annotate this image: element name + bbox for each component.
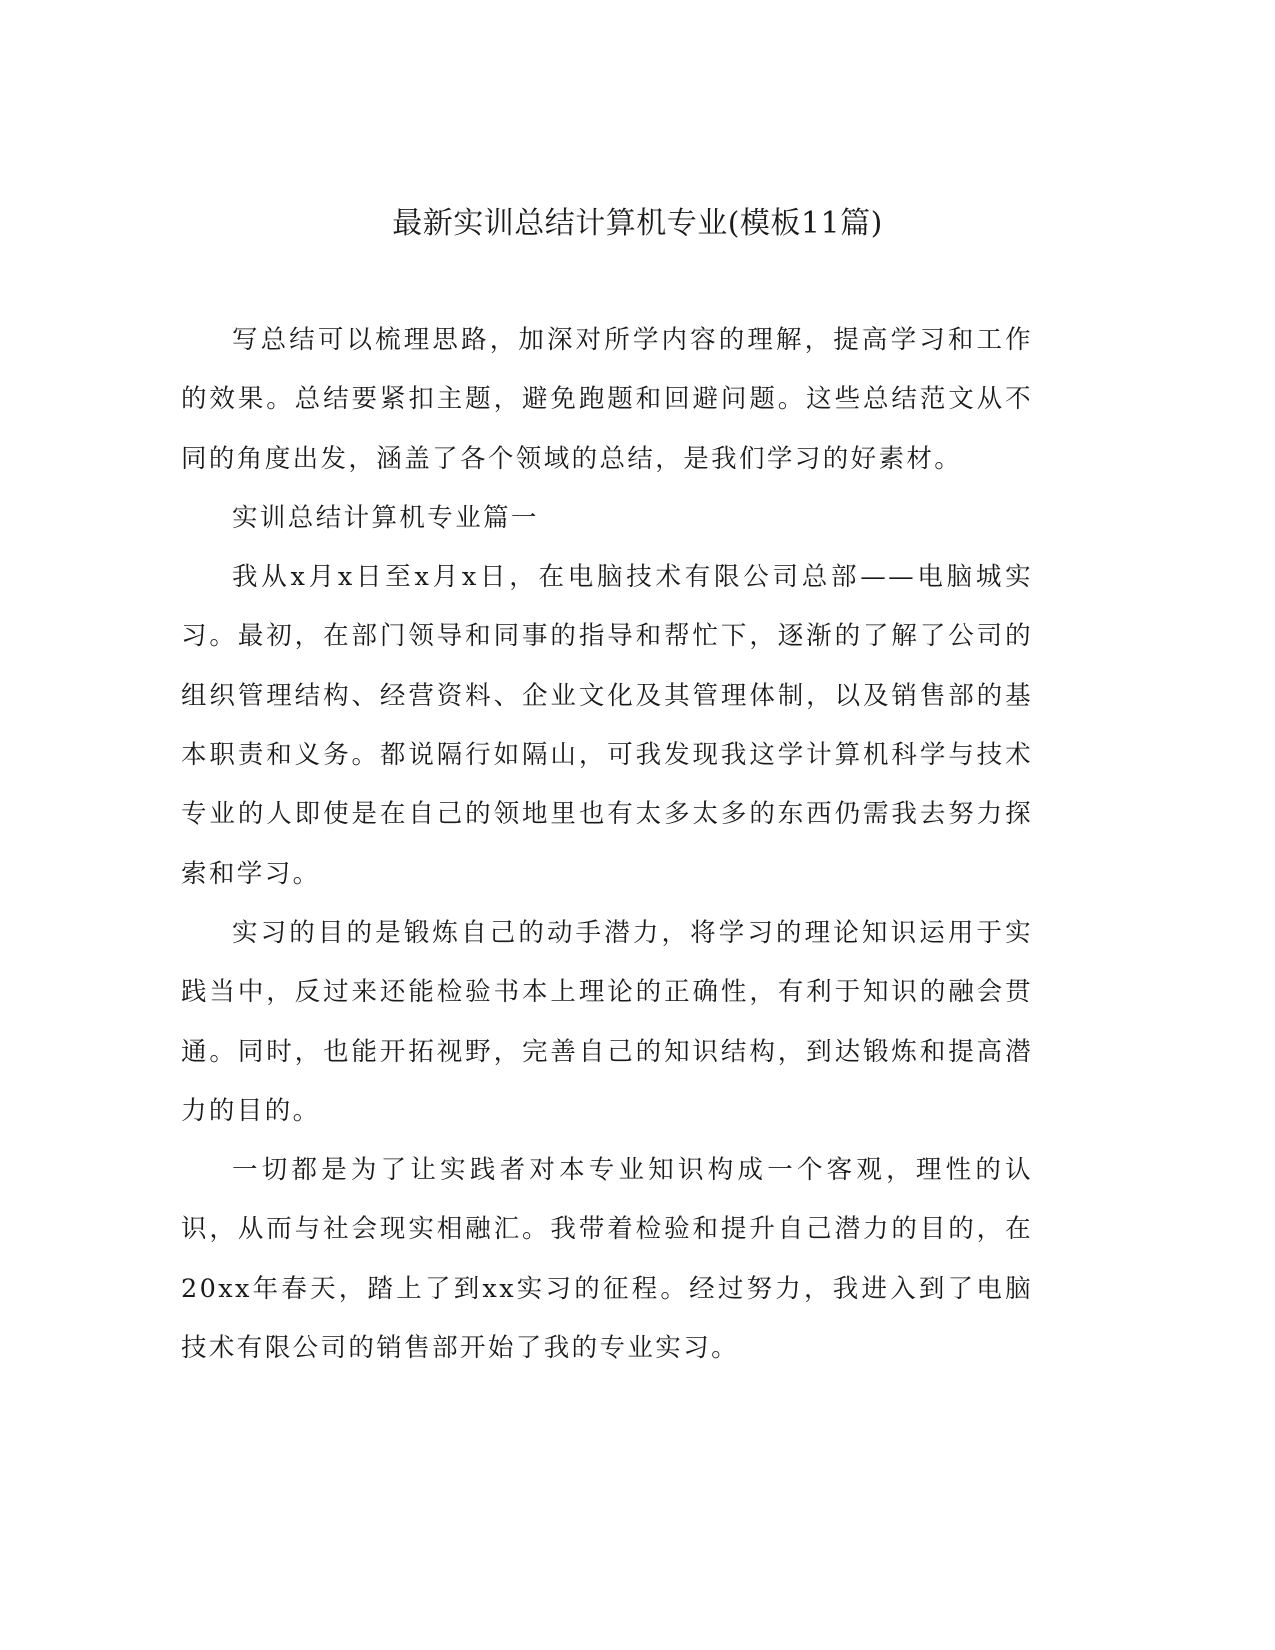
document-body (181, 311, 1033, 1378)
body-paragraph: 一切都是为了让实践者对本专业知识构成一个客观，理性的认识，从而与社会现实相融汇。我带着检验和提升自己潜力的目的，在20xx年春天，踏上了到xx实习的征程。经过努力，我进入到了电脑技术有限公司的销售部开始了我的专业实习。 (181, 1155, 1033, 1364)
body-paragraph: 实习的目的是锻炼自己的动手潜力，将学习的理论知识运用于实践当中，反过来还能检验书本上理论的正确性，有利于知识的融会贯通。同时，也能开拓视野，完善自己的知识结构，到达锻炼和提高潜力的目的。 (181, 917, 1033, 1126)
section-heading: 实训总结计算机专业篇一 (232, 502, 539, 533)
document-title: 最新实训总结计算机专业(模板11篇) (392, 206, 883, 241)
body-paragraph: 我从x月x日至x月x日，在电脑技术有限公司总部——电脑城实习。最初，在部门领导和同事的指导和帮忙下，逐渐的了解了公司的组织管理结构、经营资料、企业文化及其管理体制，以及销售部的基本职责和义务。都说隔行如隔山，可我发现我这学计算机科学与技术专业的人即使是在自己的领地里也有太多太多的东西仍需我去努力探索和学习。 (181, 562, 1033, 889)
intro-paragraph: 写总结可以梳理思路，加深对所学内容的理解，提高学习和工作的效果。总结要紧扣主题，避免跑题和回避问题。这些总结范文从不同的角度出发，涵盖了各个领域的总结，是我们学习的好素材。 (181, 325, 1033, 474)
